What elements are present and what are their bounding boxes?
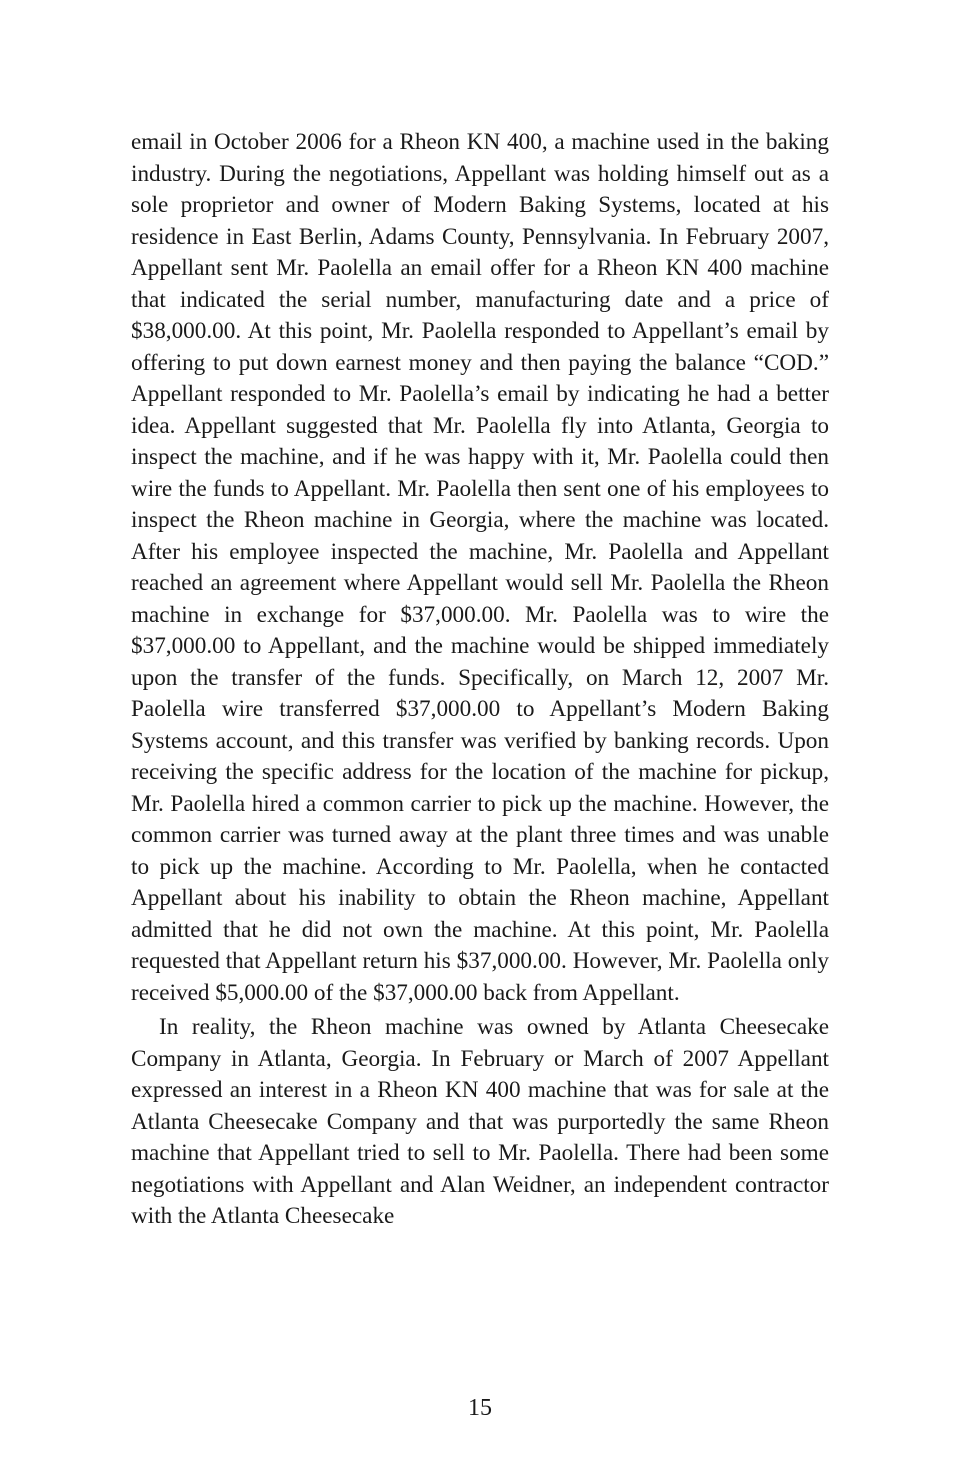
- page-number: 15: [468, 1395, 492, 1421]
- paragraph-atlanta-cheesecake: In reality, the Rheon machine was owned by Atlanta Cheesecake Company in Atlanta, Georgia. In February or March of 2007 Appellant expressed an interest in a Rheon KN 400 machine that was for sale at the Atlanta Cheesecake Company and that was purportedly the same Rheon machine that Appellant tried to sell to Mr. Paolella. There had been some negotiations with Appellant and Alan Weidner, an independent contractor with the Atlanta Cheesecake: [131, 1014, 829, 1229]
- paragraph-continued: email in October 2006 for a Rheon KN 400, a machine used in the baking industry. During the negotiations, Appellant was holding himself out as a sole proprietor and owner of Modern Baking Systems, located at his residence in East Berlin, Adams County, Pennsylvania. In February 2007, Appellant sent Mr. Paolella an email offer for a Rheon KN 400 machine that indicated the serial number, manufacturing date and a price of $38,000.00. At this point, Mr. Paolella responded to Appellant’s email by offering to put down earnest money and then paying the balance “COD.” Appellant responded to Mr. Paolella’s email by indicating he had a better idea. Appellant suggested that Mr. Paolella fly into Atlanta, Georgia to inspect the machine, and if he was happy with it, Mr. Paolella could then wire the funds to Appellant. Mr. Paolella then sent one of his employees to inspect the Rheon machine in Georgia, where the machine was located. After his employee inspected the machine, Mr. Paolella and Appellant reached an agreement where Appellant would sell Mr. Paolella the Rheon machine in exchange for $37,000.00. Mr. Paolella was to wire the $37,000.00 to Appellant, and the machine would be shipped immediately upon the transfer of the funds. Specifically, on March 12, 2007 Mr. Paolella wire transferred $37,000.00 to Appellant’s Modern Baking Systems account, and this transfer was verified by banking records. Upon receiving the specific address for the location of the machine for pickup, Mr. Paolella hired a common carrier to pick up the machine. However, the common carrier was turned away at the plant three times and was unable to pick up the machine. According to Mr. Paolella, when he contacted Appellant about his inability to obtain the Rheon machine, Appellant admitted that he did not own the machine. At this point, Mr. Paolella requested that Appellant return his $37,000.00. However, Mr. Paolella only received $5,000.00 of the $37,000.00 back from Appellant.: [131, 129, 829, 1006]
- body-text: [131, 127, 829, 1233]
